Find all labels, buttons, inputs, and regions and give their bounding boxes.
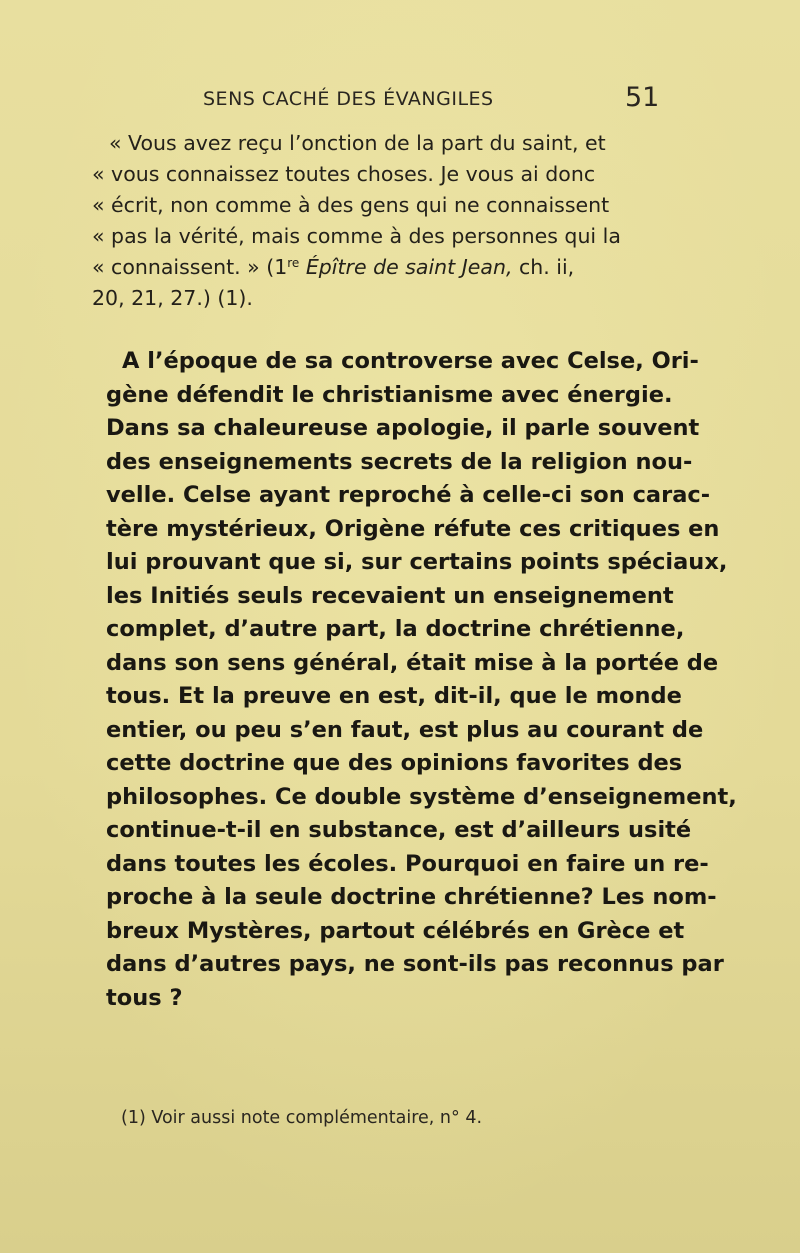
quote-line: « vous connaissez toutes choses. Je vous ai donc xyxy=(92,162,596,186)
scripture-quote xyxy=(92,128,652,314)
paragraph-line: gène défendit le christianisme avec énergie. xyxy=(106,381,673,408)
running-title: SENS CACHÉ DES ÉVANGILES xyxy=(203,88,494,110)
paragraph-line: velle. Celse ayant reproché à celle-ci son carac- xyxy=(106,482,711,508)
paragraph-line: dans son sens général, était mise à la portée de xyxy=(106,649,719,676)
epistle-title: Épître de saint Jean, xyxy=(299,255,513,279)
paragraph-line: complet, d’autre part, la doctrine chrétienne, xyxy=(106,616,685,642)
paragraph-line: dans toutes les écoles. Pourquoi en faire un re- xyxy=(106,850,709,877)
footnote: (1) Voir aussi note complémentaire, n° 4. xyxy=(121,1108,483,1128)
quote-line: « pas la vérité, mais comme à des personnes qui la xyxy=(92,224,621,248)
paragraph-line: proche à la seule doctrine chrétienne? Les nom- xyxy=(106,884,717,910)
paragraph-line: philosophes. Ce double système d’enseignement, xyxy=(106,783,737,810)
ordinal-superscript: re xyxy=(287,256,300,270)
chapter-ref: ch. ii, xyxy=(512,255,575,279)
paragraph-line: A l’époque de sa controverse avec Celse, Ori- xyxy=(122,348,699,374)
paragraph-line: Dans sa chaleureuse apologie, il parle souvent xyxy=(106,415,700,441)
quote-line: « Vous avez reçu l’onction de la part du saint, et xyxy=(109,131,606,155)
paragraph-line: lui prouvant que si, sur certains points spéciaux, xyxy=(106,549,728,575)
paragraph-line: cette doctrine que des opinions favorites des xyxy=(106,750,683,776)
page-header xyxy=(0,82,800,118)
paragraph-line: dans d’autres pays, ne sont-ils pas reconnus par xyxy=(106,951,724,977)
main-paragraph xyxy=(106,345,737,1015)
paragraph-line: tère mystérieux, Origène réfute ces critiques en xyxy=(106,515,720,542)
quote-line-verses: 20, 21, 27.) (1). xyxy=(92,286,253,310)
quote-line-citation xyxy=(92,252,652,283)
paragraph-line: tous ? xyxy=(106,984,183,1011)
paragraph-line: entier, ou peu s’en faut, est plus au courant de xyxy=(106,716,704,743)
paragraph-line: tous. Et la preuve en est, dit-il, que le monde xyxy=(106,683,682,709)
paragraph-line: des enseignements secrets de la religion nou- xyxy=(106,448,693,475)
paragraph-line: continue-t-il en substance, est d’ailleurs usité xyxy=(106,817,692,843)
page-number: 51 xyxy=(625,82,660,113)
paragraph-line: breux Mystères, partout célébrés en Grèce et xyxy=(106,917,685,944)
citation-text: « connaissent. » (1 xyxy=(92,255,288,279)
paragraph-line: les Initiés seuls recevaient un enseignement xyxy=(106,582,674,609)
quote-line: « écrit, non comme à des gens qui ne connaissent xyxy=(92,193,610,217)
